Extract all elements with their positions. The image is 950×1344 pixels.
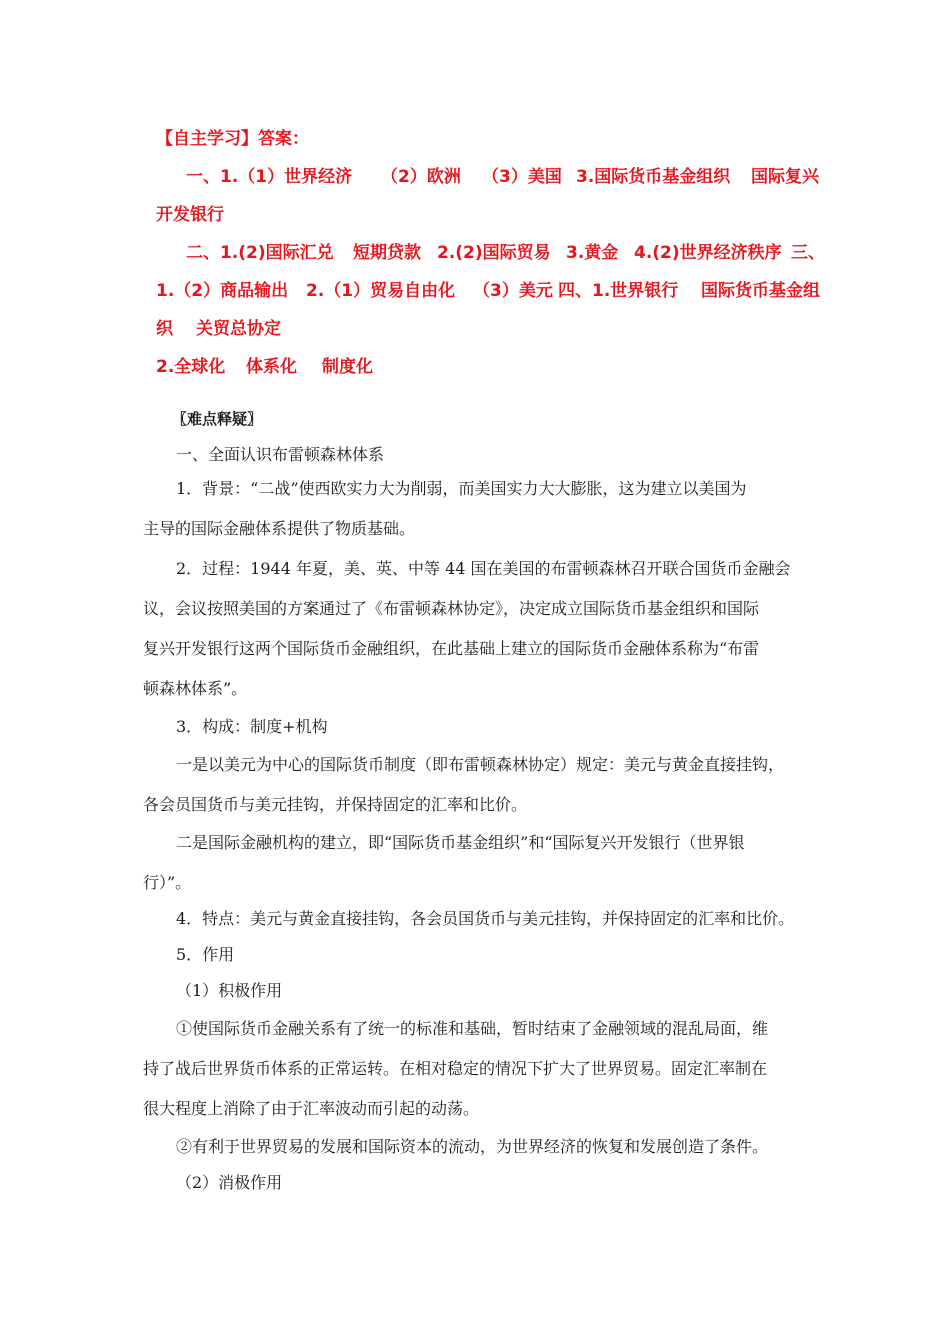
paragraph: 各会员国货币与美元挂钩，并保持固定的汇率和比价。 — [143, 795, 528, 814]
answers-title: 【自主学习】答案： — [156, 129, 309, 149]
paragraph: 一是以美元为中心的国际货币制度（即布雷顿森林协定）规定：美元与黄金直接挂钩， — [176, 755, 785, 774]
answer-item: 短期贷款 — [353, 243, 421, 263]
answer-item: 国际复兴 — [751, 167, 819, 187]
paragraph: 1．背景：“二战”使西欧实力大为削弱，而美国实力大大膨胀，这为建立以美国为 — [176, 479, 747, 498]
paragraph: 顿森林体系”。 — [143, 679, 248, 698]
answer-item: 四、1.世界银行 — [558, 281, 679, 301]
answer-item: 2.（1）贸易自由化 — [306, 281, 456, 301]
section-title: 〖难点释疑〗 — [172, 410, 263, 428]
answer-item: 2.全球化 — [156, 357, 226, 377]
paragraph: 很大程度上消除了由于汇率波动而引起的动荡。 — [143, 1099, 480, 1118]
answer-item: （3）美国 — [482, 167, 562, 187]
paragraph: 5．作用 — [176, 945, 235, 964]
answers-line-3 — [0, 242, 950, 266]
answer-item: 国际货币基金组 — [701, 281, 820, 301]
answer-item: 织 — [156, 319, 173, 339]
paragraph: （1）积极作用 — [176, 981, 283, 1000]
answer-item: 3.黄金 — [566, 243, 619, 263]
answer-item: （3）美元 — [473, 281, 553, 301]
answer-item: 三、 — [791, 243, 825, 263]
paragraph: 主导的国际金融体系提供了物质基础。 — [143, 519, 416, 538]
paragraph: ②有利于世界贸易的发展和国际资本的流动，为世界经济的恢复和发展创造了条件。 — [176, 1137, 769, 1156]
answer-item: 4.(2)世界经济秩序 — [634, 243, 782, 263]
paragraph: 4．特点：美元与黄金直接挂钩，各会员国货币与美元挂钩，并保持固定的汇率和比价。 — [176, 909, 795, 928]
paragraph: 复兴开发银行这两个国际货币金融组织，在此基础上建立的国际货币金融体系称为“布雷 — [143, 639, 760, 658]
answers-line-4 — [0, 280, 950, 304]
answer-item: 关贸总协定 — [196, 319, 281, 339]
paragraph: 议，会议按照美国的方案通过了《布雷顿森林协定》，决定成立国际货币基金组织和国际 — [143, 599, 760, 618]
answer-item: 1.（2）商品输出 — [156, 281, 289, 301]
answer-item: 制度化 — [322, 357, 373, 377]
answers-line-1 — [0, 166, 950, 190]
paragraph: 2．过程：1944 年夏，美、英、中等 44 国在美国的布雷顿森林召开联合国货币金融会 — [176, 559, 791, 578]
answer-item: （2）欧洲 — [381, 167, 461, 187]
answers-line-5 — [0, 318, 950, 342]
section-subtitle: 一、全面认识布雷顿森林体系 — [176, 445, 385, 464]
paragraph: 二是国际金融机构的建立，即“国际货币基金组织”和“国际复兴开发银行（世界银 — [176, 833, 745, 852]
answer-item: 体系化 — [246, 357, 297, 377]
paragraph: （2）消极作用 — [176, 1173, 283, 1192]
paragraph: 3．构成：制度+机构 — [176, 717, 328, 736]
answer-item: 3.国际货币基金组织 — [576, 167, 731, 187]
answers-line-2: 开发银行 — [156, 205, 224, 225]
answers-line-6 — [0, 356, 950, 380]
answer-item: 一、1.（1）世界经济 — [186, 167, 353, 187]
paragraph: 行）”。 — [143, 873, 192, 892]
answer-item: 2.(2)国际贸易 — [437, 243, 551, 263]
paragraph: ①使国际货币金融关系有了统一的标准和基础，暂时结束了金融领域的混乱局面，维 — [176, 1019, 769, 1038]
paragraph: 持了战后世界货币体系的正常运转。在相对稳定的情况下扩大了世界贸易。固定汇率制在 — [143, 1059, 768, 1078]
answer-item: 二、1.(2)国际汇兑 — [186, 243, 334, 263]
